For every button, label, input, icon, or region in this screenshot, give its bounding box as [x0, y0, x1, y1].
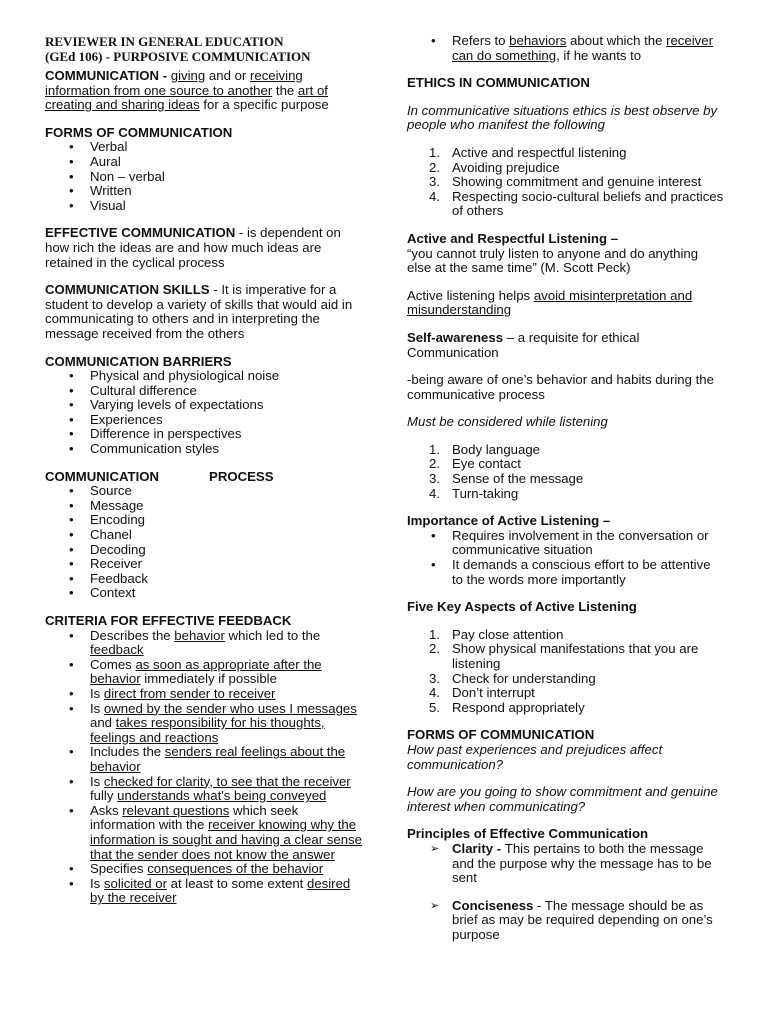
right-column: [407, 34, 725, 943]
list-item: 4. Turn-taking: [429, 485, 519, 501]
list-item: ➢ Clarity - This pertains to both the message and the purpose why the message has to be sent: [430, 840, 712, 886]
list-item: 4. Don’t interrupt: [429, 685, 535, 701]
barriers-list: [45, 369, 363, 457]
communication-definition: COMMUNICATION - giving and or receiving information from one source to another the art of creating and sharing ideas for a specific purpose: [45, 68, 329, 113]
ethics-intro: In communicative situations ethics is best observe by people who manifest the following: [407, 102, 718, 133]
list-item: 3. Sense of the message: [429, 471, 584, 487]
list-item: • Aural: [45, 155, 363, 170]
list-item: • Difference in perspectives: [45, 427, 363, 442]
list-item: 2. Eye contact: [429, 456, 521, 472]
list-item: • Experiences: [45, 413, 363, 428]
list-item: • Is solicited or at least to some extent desired by the receiver: [45, 877, 363, 906]
list-item: • Visual: [45, 199, 363, 214]
list-item: 2. Avoiding prejudice: [429, 159, 560, 175]
list-item: • Communication styles: [45, 442, 363, 457]
list-item: • Written: [45, 184, 363, 199]
forms-heading: FORMS OF COMMUNICATION: [45, 124, 233, 140]
list-item: • Context: [45, 586, 363, 601]
document-title-line1: REVIEWER IN GENERAL EDUCATION: [45, 34, 284, 49]
communication-skills: COMMUNICATION SKILLS - It is imperative for a student to develop a variety of skills that would aid in communicating to others and in interpreting the message received from the others: [45, 282, 353, 341]
question-2: How are you going to show commitment and genuine interest when communicating?: [407, 784, 718, 814]
forms-list: [45, 140, 363, 213]
criteria-list-continued: [407, 34, 725, 63]
list-item: • Non – verbal: [45, 170, 363, 185]
forms-heading-2: FORMS OF COMMUNICATION: [407, 727, 595, 743]
list-item: • Includes the senders real feelings about the behavior: [45, 745, 363, 774]
five-key-aspects-list: [407, 628, 725, 716]
list-item: • Verbal: [45, 140, 363, 155]
list-item: 4. Respecting socio-cultural beliefs and practices of others: [429, 188, 724, 219]
process-heading: COMMUNICATION PROCESS: [45, 468, 274, 484]
list-item: • Source: [45, 484, 363, 499]
arrow-bullet-icon: ➢: [430, 899, 440, 912]
list-item: • Message: [45, 499, 363, 514]
self-awareness: Self-awareness – a requisite for ethical Communication: [407, 329, 640, 360]
list-item: 3. Showing commitment and genuine interest: [429, 174, 702, 190]
ethics-list: [407, 146, 725, 219]
list-item: • Physical and physiological noise: [45, 369, 363, 384]
effective-communication: EFFECTIVE COMMUNICATION - is dependent on how rich the ideas are and how much ideas are retained in the cyclical process: [45, 225, 341, 270]
list-item: • Requires involvement in the conversation or communicative situation: [407, 529, 725, 558]
list-item: • Describes the behavior which led to the feedback: [45, 629, 363, 658]
principles-heading: Principles of Effective Communication: [407, 826, 649, 842]
process-list: [45, 484, 363, 601]
document-title-line2: (GEd 106) - PURPOSIVE COMMUNICATION: [45, 49, 311, 64]
list-item: • Asks relevant questions which seek information with the receiver knowing why the information is sought and having a clear sense that the sender does not know the answer: [45, 804, 363, 862]
left-column: [45, 34, 363, 906]
list-item: ➢ Conciseness - The message should be as brief as may be required depending on one’s purpose: [430, 897, 713, 942]
list-item: • Is checked for clarity, to see that the receiver fully understands what's being conveyed: [45, 775, 363, 804]
list-item: • Is owned by the sender who uses I messages and takes responsibility for his thoughts, feelings and reactions: [45, 702, 363, 746]
list-item: 5. Respond appropriately: [429, 699, 585, 715]
list-item: • Specifies consequences of the behavior: [45, 862, 363, 877]
list-item: • Comes as soon as appropriate after the behavior immediately if possible: [45, 658, 363, 687]
list-item: • Receiver: [45, 557, 363, 572]
listening-list: [407, 443, 725, 501]
ethics-heading: ETHICS IN COMMUNICATION: [407, 75, 590, 91]
scott-peck-quote: “you cannot truly listen to anyone and do anything else at the same time” (M. Scott Peck): [407, 245, 699, 276]
list-item: 2. Show physical manifestations that you are listening: [429, 641, 699, 671]
active-respectful-listening-heading: Active and Respectful Listening –: [407, 230, 619, 246]
five-key-aspects-heading: Five Key Aspects of Active Listening: [407, 599, 637, 615]
criteria-list: [45, 629, 363, 906]
list-item: • Decoding: [45, 543, 363, 558]
list-item: • Varying levels of expectations: [45, 398, 363, 413]
list-item: • It demands a conscious effort to be attentive to the words more importantly: [407, 558, 725, 587]
importance-heading: Importance of Active Listening –: [407, 513, 611, 529]
principles-list: [407, 842, 725, 943]
self-awareness-desc: -being aware of one’s behavior and habits during the communicative process: [407, 372, 714, 402]
criteria-heading: CRITERIA FOR EFFECTIVE FEEDBACK: [45, 613, 292, 628]
list-item: 1. Pay close attention: [429, 626, 564, 642]
importance-list: [407, 529, 725, 587]
list-item: 3. Check for understanding: [429, 670, 596, 686]
consider-while-listening: Must be considered while listening: [407, 414, 608, 430]
list-item: • Cultural difference: [45, 384, 363, 399]
list-item: • Refers to behaviors about which the receiver can do something, if he wants to: [407, 34, 725, 63]
list-item: 1. Active and respectful listening: [429, 144, 627, 160]
active-listening-helps: Active listening helps avoid misinterpretation and misunderstanding: [407, 287, 693, 318]
question-1: How past experiences and prejudices affect communication?: [407, 741, 663, 772]
list-item: • Feedback: [45, 572, 363, 587]
list-item: • Is direct from sender to receiver: [45, 687, 363, 702]
list-item: • Chanel: [45, 528, 363, 543]
barriers-heading: COMMUNICATION BARRIERS: [45, 353, 232, 369]
list-item: • Encoding: [45, 513, 363, 528]
list-item: 1. Body language: [429, 441, 540, 457]
arrow-bullet-icon: ➢: [430, 842, 440, 855]
